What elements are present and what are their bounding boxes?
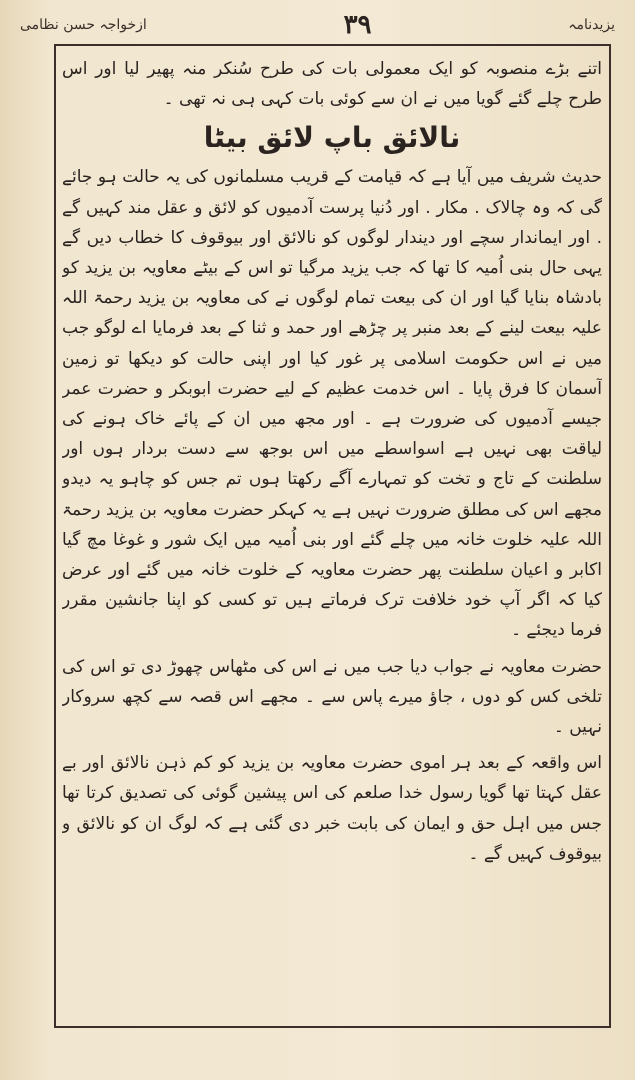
book-running-head: یزیدنامہ xyxy=(568,17,615,33)
body-paragraph-2: حضرت معاویہ نے جواب دیا جب میں نے اس کی مٹھاس چھوڑ دی تو اس کی تلخی کس کو دوں ، جاؤ میرے پاس سے ۔ مجھے اس قصہ سے کچھ سروکار نہیں ۔ xyxy=(62,656,602,738)
author-running-head: ازخواجہ حسن نظامی xyxy=(20,17,147,33)
intro-paragraph: اتنے بڑے منصوبہ کو ایک معمولی بات کی طرح سُنکر منہ پھیر لیا اور اس طرح چلے گئے گویا میں نے ان سے کوئی بات کہی ہی نہ تھی ۔ xyxy=(62,59,602,110)
page-number: ۳۹ xyxy=(343,10,372,40)
body-paragraph-3: اس واقعہ کے بعد ہر اموی حضرت معاویہ بن یزید کو کم ذہن نالائق اور بے عقل کہتا تھا گویا رسول خدا صلعم کی اس پیشین گوئی کی تصدیق کرتا تھا جس میں اہل حق و ایمان کی بابت خبر دی گئی ہے کہ لوگ ان کو نالائق و بیوقوف کہیں گے ۔ xyxy=(62,753,602,864)
section-heading: نالائق باپ لائق بیٹا xyxy=(203,121,461,155)
page-body xyxy=(62,54,602,1020)
body-paragraph-1: حدیث شریف میں آیا ہے کہ قیامت کے قریب مسلمانوں کی یہ حالت ہو جائے گی کہ وہ چالاک . مکار . اور دُنیا پرست آدمیوں کو لائق و عقل مند کہیں گے . اور ایماندار سچے اور دیندار لوگوں کو نالائق اور بیوقوف کا خطاب دیں گے یہی حال بنی اُمیہ کا تھا کہ جب یزید مرگیا تو اس کے بیٹے معاویہ بن یزید کو بادشاہ بنایا گیا اور ان کی بیعت تمام لوگوں نے کی معاویہ بن یزید رحمۃ اللہ علیہ بیعت لینے کے بعد منبر پر چڑھے اور حمد و ثنا کے بعد فرمایا اے لوگو جب میں نے اس حکومت اسلامی پر غور کیا اور اپنی حالت کو دیکھا تو زمین آسمان کا فرق پایا ۔ اس خدمت عظیم کے لیے حضرت ابوبکر و حضرت عمر جیسے آدمیوں کی ضرورت ہے ۔ اور مجھ میں ان کے پائے خاک ہونے کی لیاقت بھی نہیں ہے اسواسطے میں اس بوجھ سے دست بردار ہوں اور سلطنت کے تاج و تخت کو تمہارے آگے رکھتا ہوں تم جس کو چاہو یہ دیدو مجھے اس کی مطلق ضرورت نہیں ہے یہ کہکر حضرت معاویہ بن یزید رحمۃ اللہ علیہ خلوت خانہ میں چلے گئے اور بنی اُمیہ میں ایک شور و غوغا مچ گیا اکابر و اعیان سلطنت پھر حضرت معاویہ کے خلوت خانہ میں گئے اور عرض کیا کہ اگر آپ خود خلافت ترک فرماتے ہیں تو کسی کو اپنا جانشین مقرر فرما دیجئے ۔ xyxy=(62,167,602,641)
page-header xyxy=(20,10,615,40)
